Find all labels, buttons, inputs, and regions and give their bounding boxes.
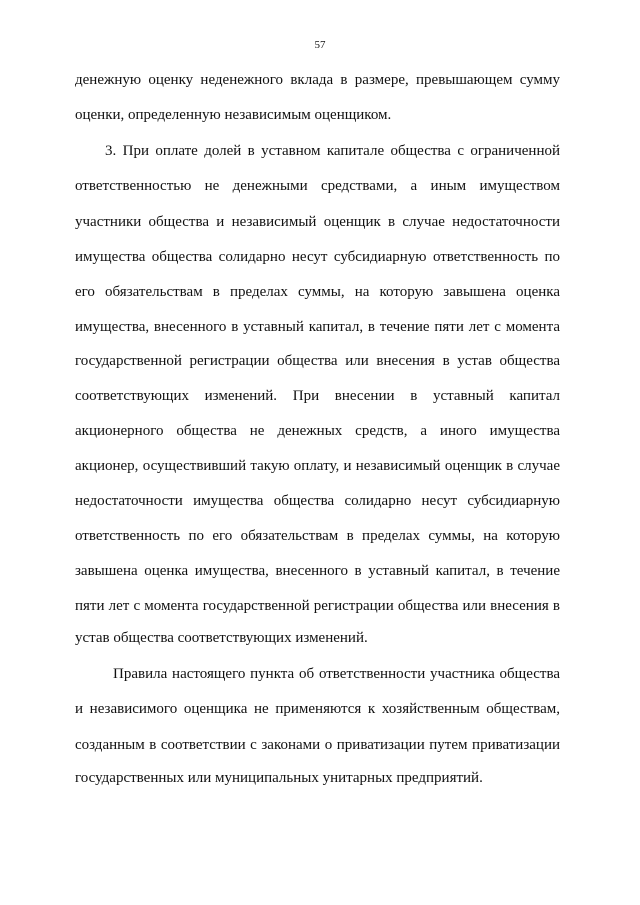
text-line-16: пяти лет с момента государственной регистрации общества или внесения в [75,598,560,614]
text-line-11: акционерного общества не денежных средств, а иного имущества [75,423,560,439]
text-line-5: участники общества и независимый оценщик в случае недостаточности [75,214,560,230]
text-line-20: созданным в соответствии с законами о приватизации путем приватизации [75,737,560,753]
text-line-17: устав общества соответствующих изменений. [75,630,368,646]
text-line-2: оценки, определенную независимым оценщиком. [75,107,392,123]
text-line-8: имущества, внесенного в уставный капитал, в течение пяти лет с момента [75,319,560,335]
text-line-7: его обязательствам в пределах суммы, на которую завышена оценка [75,284,560,300]
text-line-18: Правила настоящего пункта об ответственности участника общества [113,666,560,682]
text-line-19: и независимого оценщика не применяются к хозяйственным обществам, [75,701,560,717]
text-line-15: завышена оценка имущества, внесенного в уставный капитал, в течение [75,563,560,579]
text-line-6: имущества общества солидарно несут субсидиарную ответственность по [75,249,560,265]
text-line-13: недостаточности имущества общества солидарно несут субсидиарную [75,493,560,509]
text-line-9: государственной регистрации общества или внесения в устав общества [75,353,560,369]
text-line-3: 3. При оплате долей в уставном капитале общества с ограниченной [105,143,560,159]
text-line-4: ответственностью не денежными средствами, а иным имуществом [75,178,560,194]
text-line-14: ответственность по его обязательствам в пределах суммы, на которую [75,528,560,544]
text-line-10: соответствующих изменений. При внесении в уставный капитал [75,388,560,404]
text-line-1: денежную оценку неденежного вклада в размере, превышающем сумму [75,72,560,88]
text-line-12: акционер, осуществивший такую оплату, и независимый оценщик в случае [75,458,560,474]
page-number: 57 [314,39,326,51]
text-line-21: государственных или муниципальных унитарных предприятий. [75,770,483,786]
